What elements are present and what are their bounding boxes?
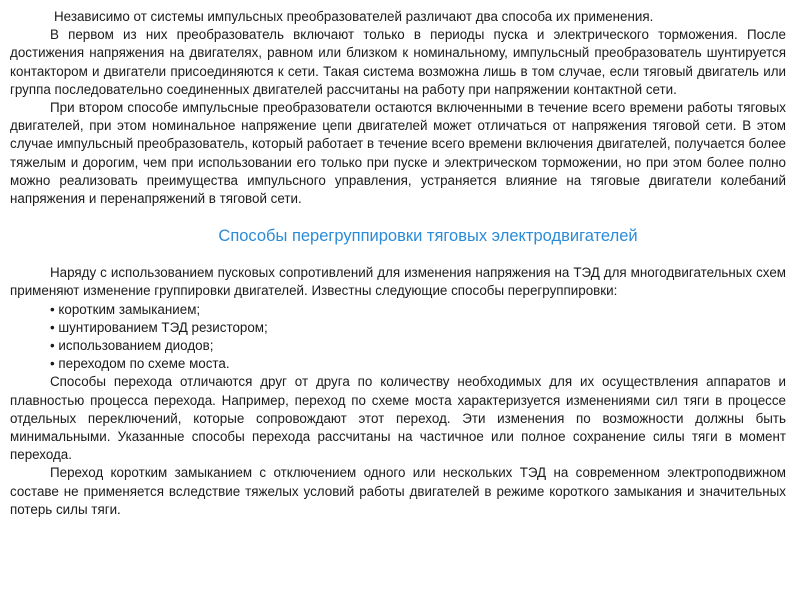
regrouping-methods-list (10, 301, 786, 374)
section-title: Способы перегруппировки тяговых электродвигателей (218, 227, 638, 246)
list-item: • коротким замыканием; (50, 301, 201, 317)
list-item: • шунтированием ТЭД резистором; (50, 319, 268, 335)
paragraph-second-method: При втором способе импульсные преобразователи остаются включенными в течение всего времени работы тяговых двигателей, при этом номинальное напряжение цепи двигателей может отличаться от напряжения тяговой сети. В этом случае импульсный преобразователь, который работает в течение всего времени включения двигателей, получается более тяжелым и дорогим, чем при использовании его только при пуске и электрическом торможении, но при этом более полно можно реализовать преимущества импульсного управления, устраняется влияние на тяговые двигатели колебаний напряжения и перенапряжений в тяговой сети. (10, 100, 786, 207)
document-page (10, 8, 786, 519)
paragraph-short-circuit-transition: Переход коротким замыканием с отключением одного или нескольких ТЭД на современном электроподвижном составе не применяется вследствие тяжелых условий работы двигателей в режиме короткого замыкания и значительных потерь силы тяги. (10, 465, 786, 517)
list-item: • использованием диодов; (50, 338, 214, 354)
paragraph-intro-methods: Независимо от системы импульсных преобразователей различают два способа их применения. (54, 9, 654, 24)
paragraph-first-method: В первом из них преобразователь включают только в периоды пуска и электрического торможения. После достижения напряжения на двигателях, равном или близком к номинальному, импульсный преобразователь шунтируется контактором и двигатели присоединяются к сети. Такая система возможна лишь в том случае, если тяговый двигатель или группа последовательно соединенных двигателей рассчитаны на работу при напряжении контактной сети. (10, 27, 786, 97)
paragraph-transition-methods: Способы перехода отличаются друг от друга по количеству необходимых для их осуществления аппаратов и плавностью процесса перехода. Например, переход по схеме моста характеризуется изменениями сил тяги в процессе отдельных переключений, которые сопровождают этот переход. Эти изменения по возможности должны быть минимальными. Указанные способы перехода рассчитаны на частичное или полное сохранение силы тяги в момент перехода. (10, 374, 786, 463)
paragraph-regrouping-intro: Наряду с использованием пусковых сопротивлений для изменения напряжения на ТЭД для многодвигательных схем применяют изменение группировки двигателей. Известны следующие способы перегруппировки: (10, 265, 786, 299)
list-item: • переходом по схеме моста. (50, 356, 230, 372)
